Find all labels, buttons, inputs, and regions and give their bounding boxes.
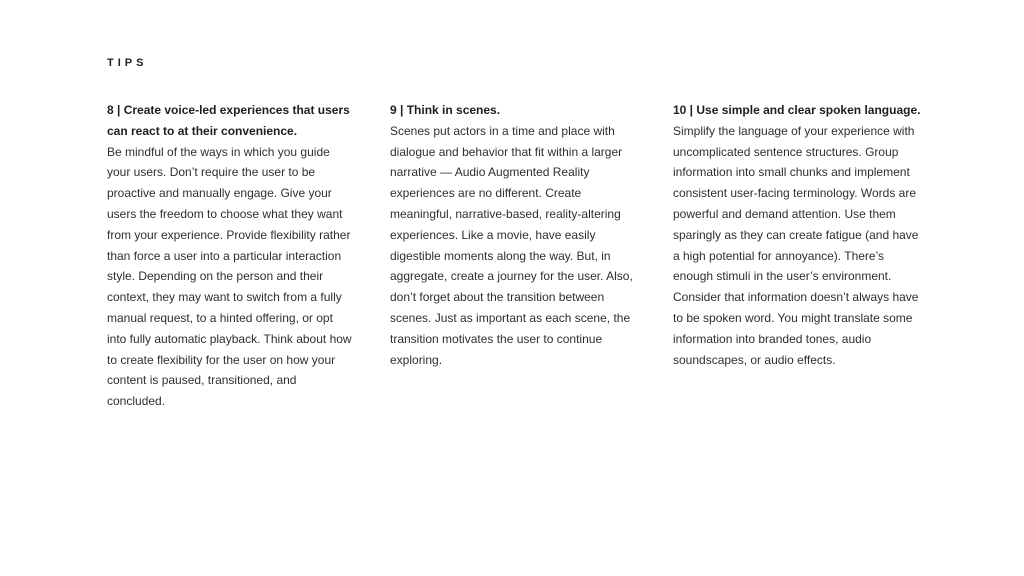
section-label: TIPS [107, 57, 148, 69]
tip-column [107, 100, 352, 412]
tip-heading: 8 | Create voice-led experiences that users can react to at their convenience. [107, 103, 350, 138]
tip-body: Scenes put actors in a time and place with dialogue and behavior that fit within a larger narrative — Audio Augmented Reality experiences are no different. Create meaningful, narrative-based, reality-altering experiences. Like a movie, have easily digestible moments along the way. But, in aggregate, create a journey for the user. Also, don’t forget about the transition between scenes. Just as important as each scene, the transition motivates the user to continue exploring. [390, 123, 633, 367]
tip-heading: 9 | Think in scenes. [390, 103, 501, 117]
tip-column [673, 100, 921, 370]
tip-column [390, 100, 635, 370]
tip-heading: 10 | Use simple and clear spoken language. [673, 103, 921, 117]
tip-body: Be mindful of the ways in which you guide your users. Don’t require the user to be proactive and manually engage. Give your users the freedom to choose what they want from your experience. Provide flexibility rather than force a user into a particular interaction style. Depending on the person and their context, they may want to switch from a fully manual request, to a hinted offering, or opt into fully automatic playback. Think about how to create flexibility for the user on how your content is paused, transitioned, and concluded. [107, 144, 352, 409]
tip-body: Simplify the language of your experience with uncomplicated sentence structures. Group information into small chunks and implement consistent user-facing terminology. Words are powerful and demand attention. Use them sparingly as they can create fatigue (and have a high potential for annoyance). There’s enough stimuli in the user’s environment. Consider that information doesn’t always have to be spoken word. You might translate some information into branded tones, audio soundscapes, or audio effects. [673, 123, 919, 367]
